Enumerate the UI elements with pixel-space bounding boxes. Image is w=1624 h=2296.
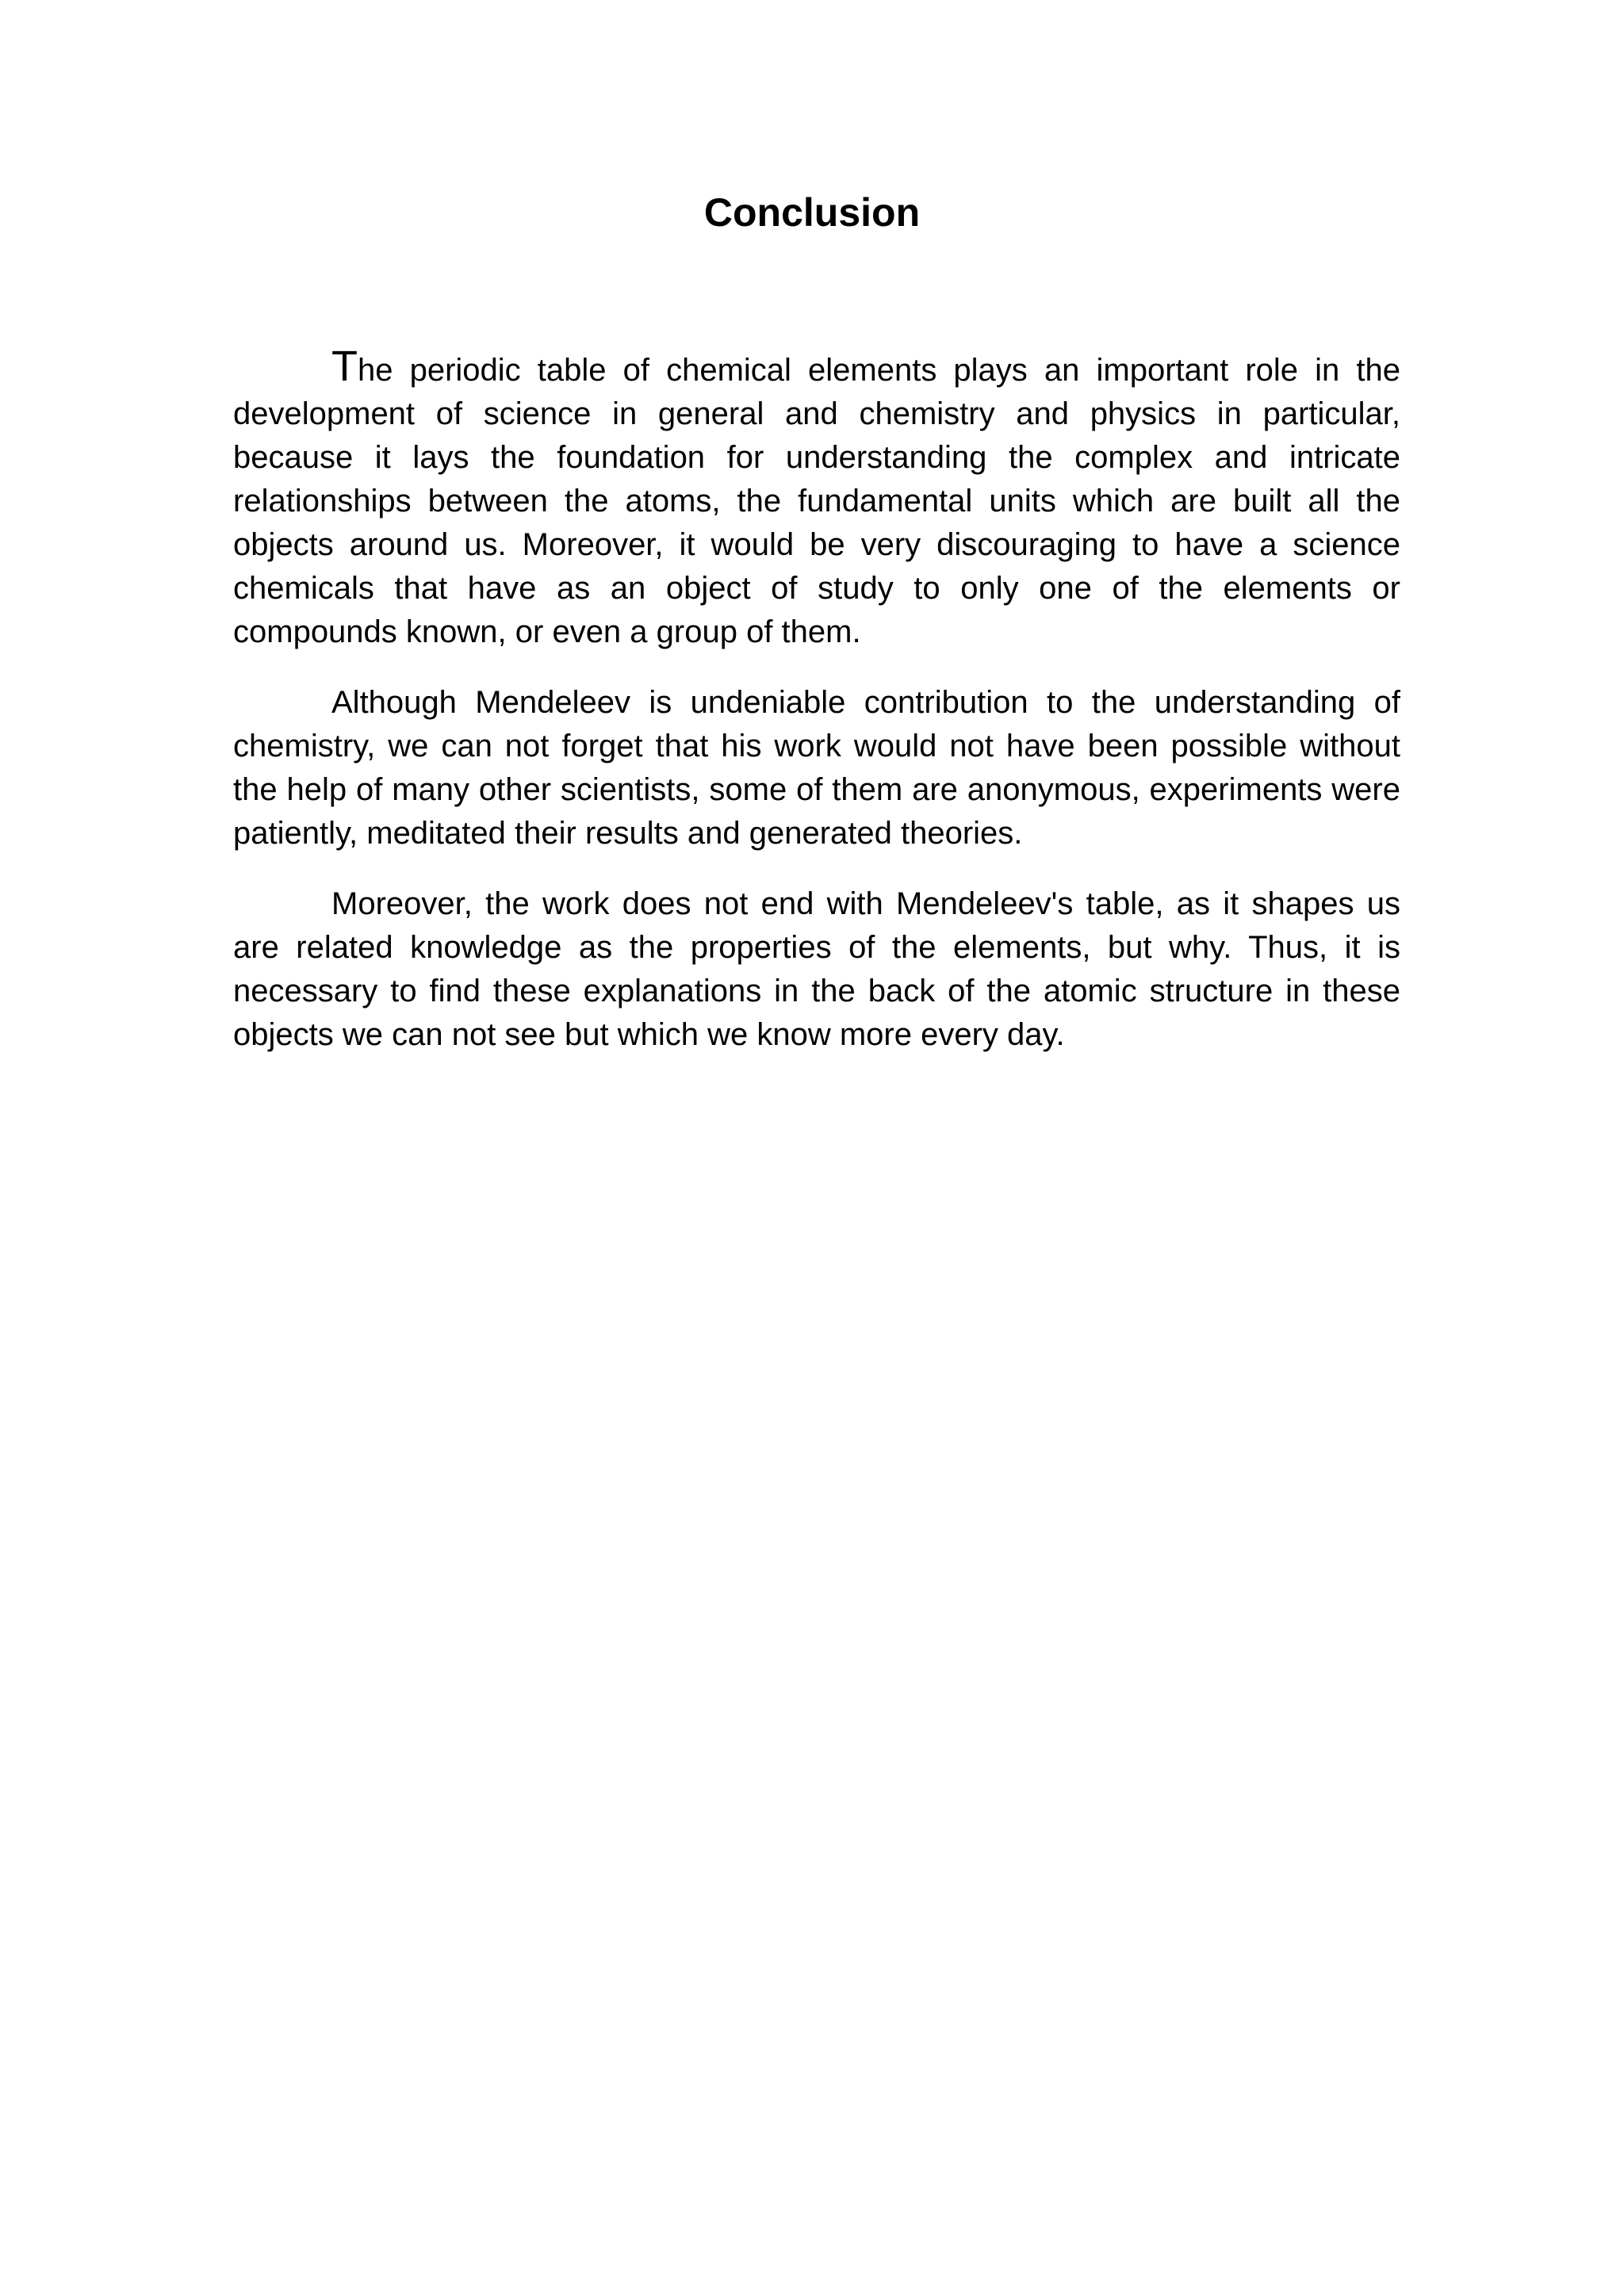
paragraph-1 (233, 342, 1400, 654)
page-title: Conclusion (703, 190, 921, 235)
paragraph-1-text: he periodic table of chemical elements plays an important role in the development of science in general and chemistry and physics in particular, because it lays the foundation for understanding the complex and intricate relationships between the atoms, the fundamental units which are built all the objects around us. Moreover, it would be very discouraging to have a science chemicals that have as an object of study to only one of the elements or compounds known, or even a group of them. (233, 353, 1400, 649)
paragraph-1-first-letter: T (331, 342, 358, 390)
paragraph-3: Moreover, the work does not end with Mendeleev's table, as it shapes us are related knowledge as the properties of the elements, but why. Thus, it is necessary to find these explanations in the back of the atomic structure in these objects we can not see but which we know more every day. (233, 886, 1400, 1052)
document-body (233, 342, 1400, 1084)
paragraph-2: Although Mendeleev is undeniable contribution to the understanding of chemistry, we can not forget that his work would not have been possible without the help of many other scientists, some of them are anonymous, experiments were patiently, meditated their results and generated theories. (233, 685, 1400, 851)
